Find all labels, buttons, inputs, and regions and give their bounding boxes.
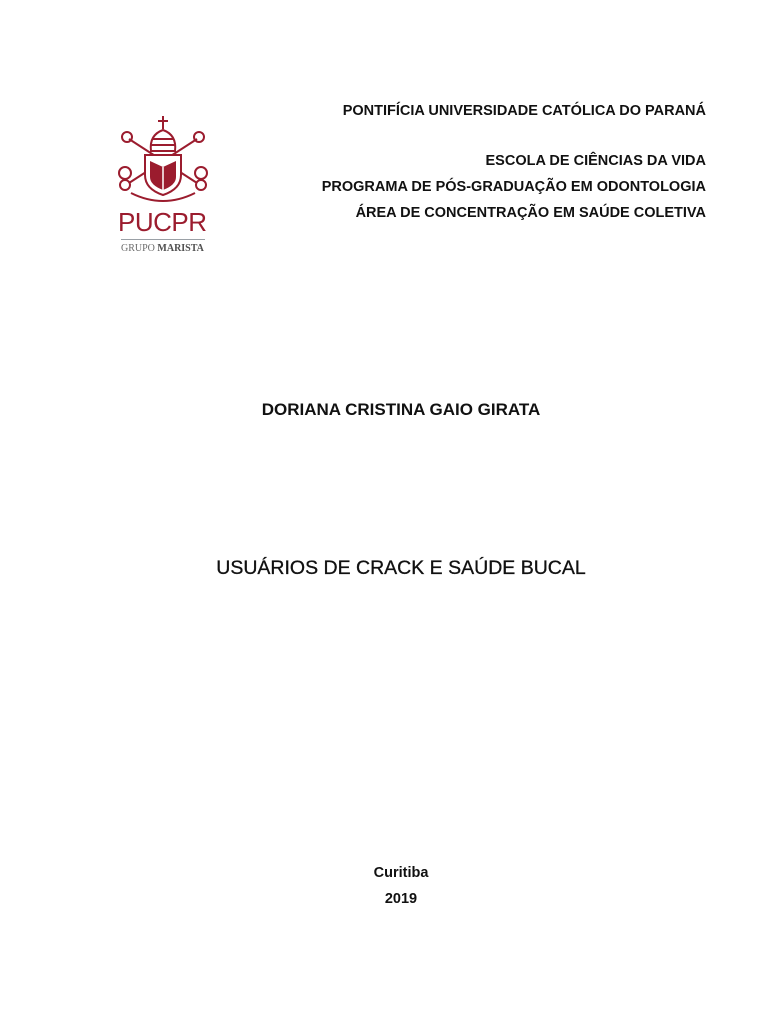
concentration-area: ÁREA DE CONCENTRAÇÃO EM SAÚDE COLETIVA: [355, 205, 706, 221]
pucpr-logo: [113, 113, 213, 258]
city: Curitiba: [373, 865, 429, 881]
logo-divider: [121, 239, 205, 240]
school-name: ESCOLA DE CIÊNCIAS DA VIDA: [485, 153, 706, 169]
program-name: PROGRAMA DE PÓS-GRADUAÇÃO EM ODONTOLOGIA: [321, 179, 706, 195]
coat-of-arms-icon: [113, 113, 213, 209]
university-name: PONTIFÍCIA UNIVERSIDADE CATÓLICA DO PARANÁ: [342, 103, 706, 119]
logo-group-label: [121, 243, 221, 254]
logo-wordmark: PUCPR: [118, 207, 207, 237]
logo-group-name: MARISTA: [157, 243, 204, 254]
year: 2019: [384, 891, 418, 907]
author-name: DORIANA CRISTINA GAIO GIRATA: [261, 400, 541, 419]
document-title: USUÁRIOS DE CRACK E SAÚDE BUCAL: [216, 557, 586, 579]
logo-group-prefix: GRUPO: [121, 243, 155, 254]
